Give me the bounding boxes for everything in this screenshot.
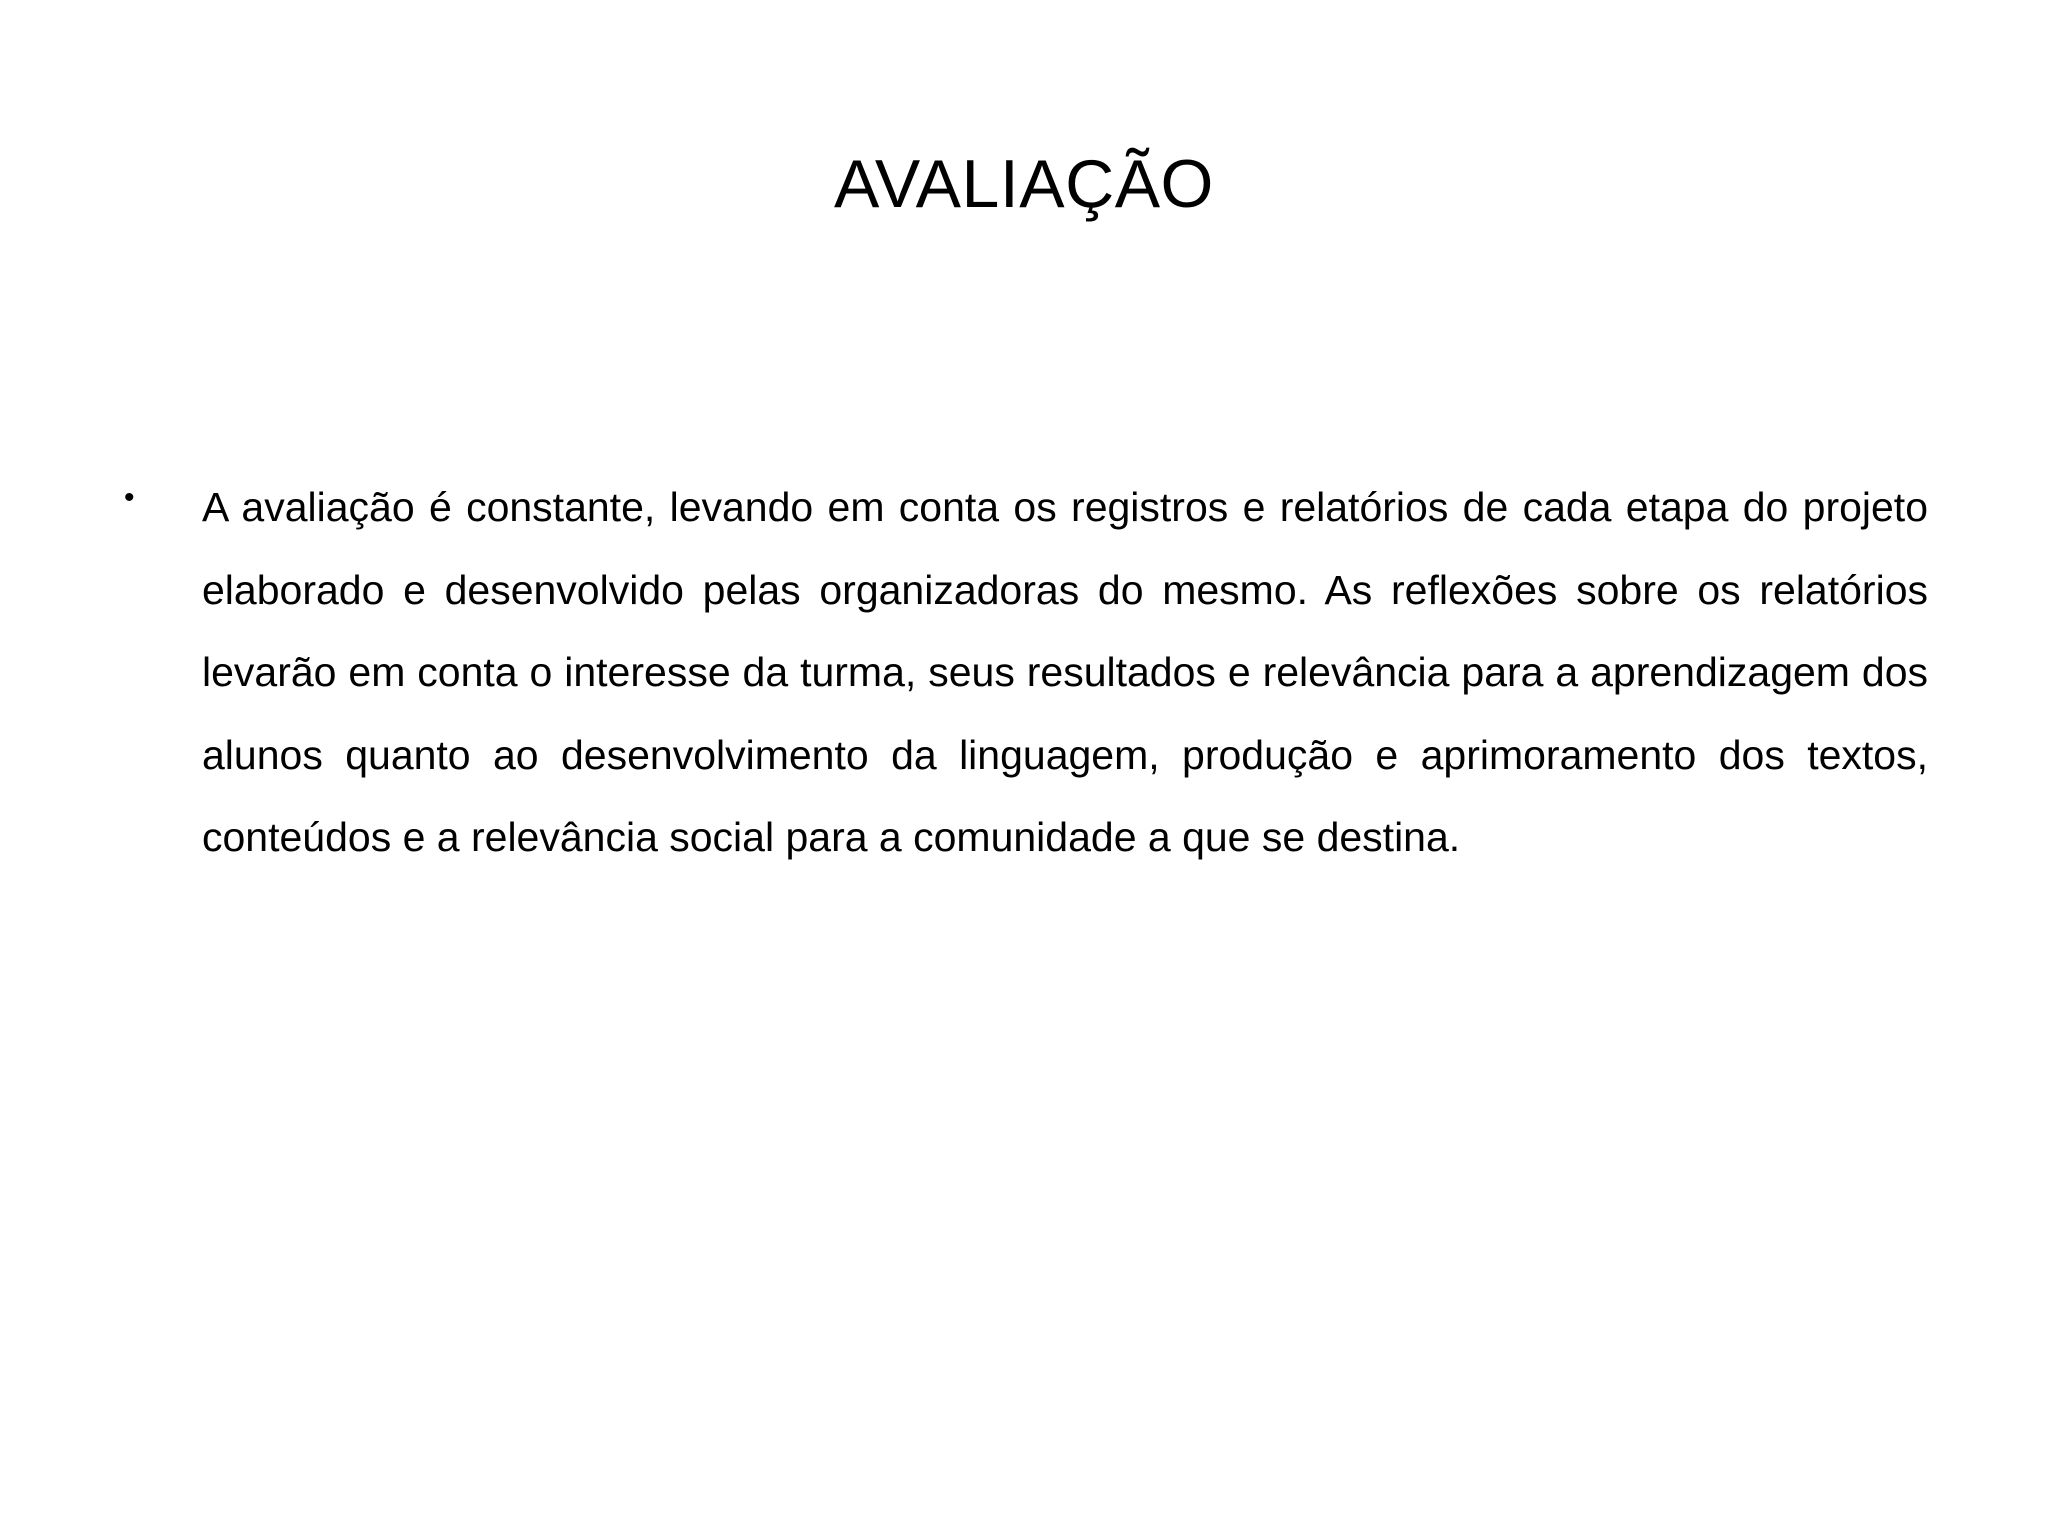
bullet-dot-icon: • xyxy=(124,481,135,514)
bullet-text: A avaliação é constante, levando em conta os registros e relatórios de cada etapa do projeto elaborado e desenvolvido pelas organizadoras do mesmo. As reflexões sobre os relatórios levarão em conta o interesse da turma, seus resultados e relevância para a aprendizagem dos alunos quanto ao desenvolvimento da linguagem, produção e aprimoramento dos textos, conteúdos e a relevância social para a comunidade a que se destina. xyxy=(202,484,1928,860)
slide-title: AVALIAÇÃO xyxy=(834,146,1214,222)
